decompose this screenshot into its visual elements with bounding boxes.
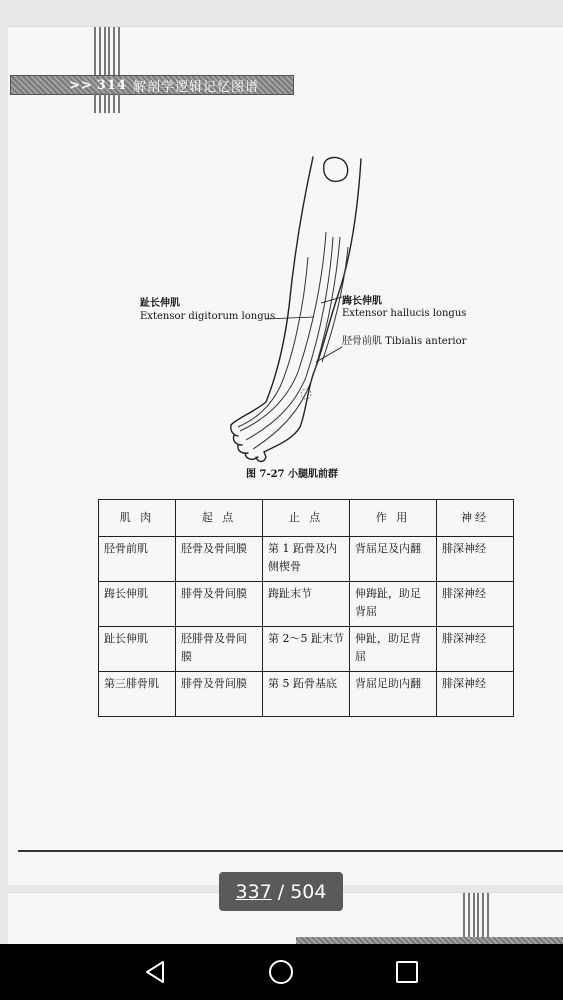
label-edl-en: Extensor digitorum longus	[140, 311, 276, 322]
current-page[interactable]: 337	[235, 880, 272, 903]
table-header-row	[99, 500, 514, 537]
cell-origin: 腓骨及骨间膜	[176, 582, 263, 627]
home-icon[interactable]	[267, 958, 295, 986]
label-edl-zh: 趾长伸肌	[140, 298, 180, 309]
table-row	[99, 582, 514, 627]
header-arrow: >>	[69, 77, 93, 93]
leg-muscle-illustration	[8, 27, 563, 497]
muscle-table	[98, 499, 514, 717]
cell-action: 背屈足助内翻	[350, 672, 437, 717]
cell-muscle: 踇长伸肌	[99, 582, 176, 627]
cell-nerve: 腓深神经	[437, 672, 514, 717]
cell-insertion: 踇趾末节	[263, 582, 350, 627]
book-title: 解剖学逻辑记忆图谱	[132, 79, 259, 95]
label-ta: 胫骨前肌 Tibialis anterior	[342, 336, 467, 347]
book-page	[8, 26, 563, 885]
page-bottom-rule	[18, 850, 563, 852]
recents-icon[interactable]	[393, 958, 421, 986]
cell-nerve: 腓深神经	[437, 582, 514, 627]
label-ehl-en: Extensor hallucis longus	[342, 308, 467, 319]
page-counter[interactable]	[219, 872, 343, 911]
cell-origin: 胫腓骨及骨间膜	[176, 627, 263, 672]
cell-origin: 腓骨及骨间膜	[176, 672, 263, 717]
cell-nerve: 腓深神经	[437, 627, 514, 672]
cell-insertion: 第 2～5 趾末节	[263, 627, 350, 672]
page-separator: /	[277, 880, 285, 903]
page-number: 314	[96, 77, 127, 93]
cell-muscle: 第三腓骨肌	[99, 672, 176, 717]
col-origin: 起 点	[176, 500, 263, 537]
table-row	[99, 627, 514, 672]
col-nerve: 神经	[437, 500, 514, 537]
col-action: 作 用	[350, 500, 437, 537]
cell-origin: 胫骨及骨间膜	[176, 537, 263, 582]
back-icon[interactable]	[141, 958, 169, 986]
table-row	[99, 537, 514, 582]
cell-muscle: 胫骨前肌	[99, 537, 176, 582]
col-muscle: 肌 肉	[99, 500, 176, 537]
cell-action: 伸趾，助足背屈	[350, 627, 437, 672]
cell-action: 伸踇趾，助足背屈	[350, 582, 437, 627]
cell-nerve: 腓深神经	[437, 537, 514, 582]
cell-insertion: 第 1 跖骨及内侧楔骨	[263, 537, 350, 582]
cell-action: 背屈足及内翻	[350, 537, 437, 582]
figure-caption: 图 7-27 小腿肌前群	[246, 469, 338, 480]
label-ehl-zh: 踇长伸肌	[342, 296, 382, 307]
android-nav-bar	[0, 944, 563, 1000]
scan-mark-next	[463, 893, 489, 939]
col-insertion: 止 点	[263, 500, 350, 537]
cell-muscle: 趾长伸肌	[99, 627, 176, 672]
table-row	[99, 672, 514, 717]
total-pages: 504	[290, 880, 327, 903]
cell-insertion: 第 5 跖骨基底	[263, 672, 350, 717]
